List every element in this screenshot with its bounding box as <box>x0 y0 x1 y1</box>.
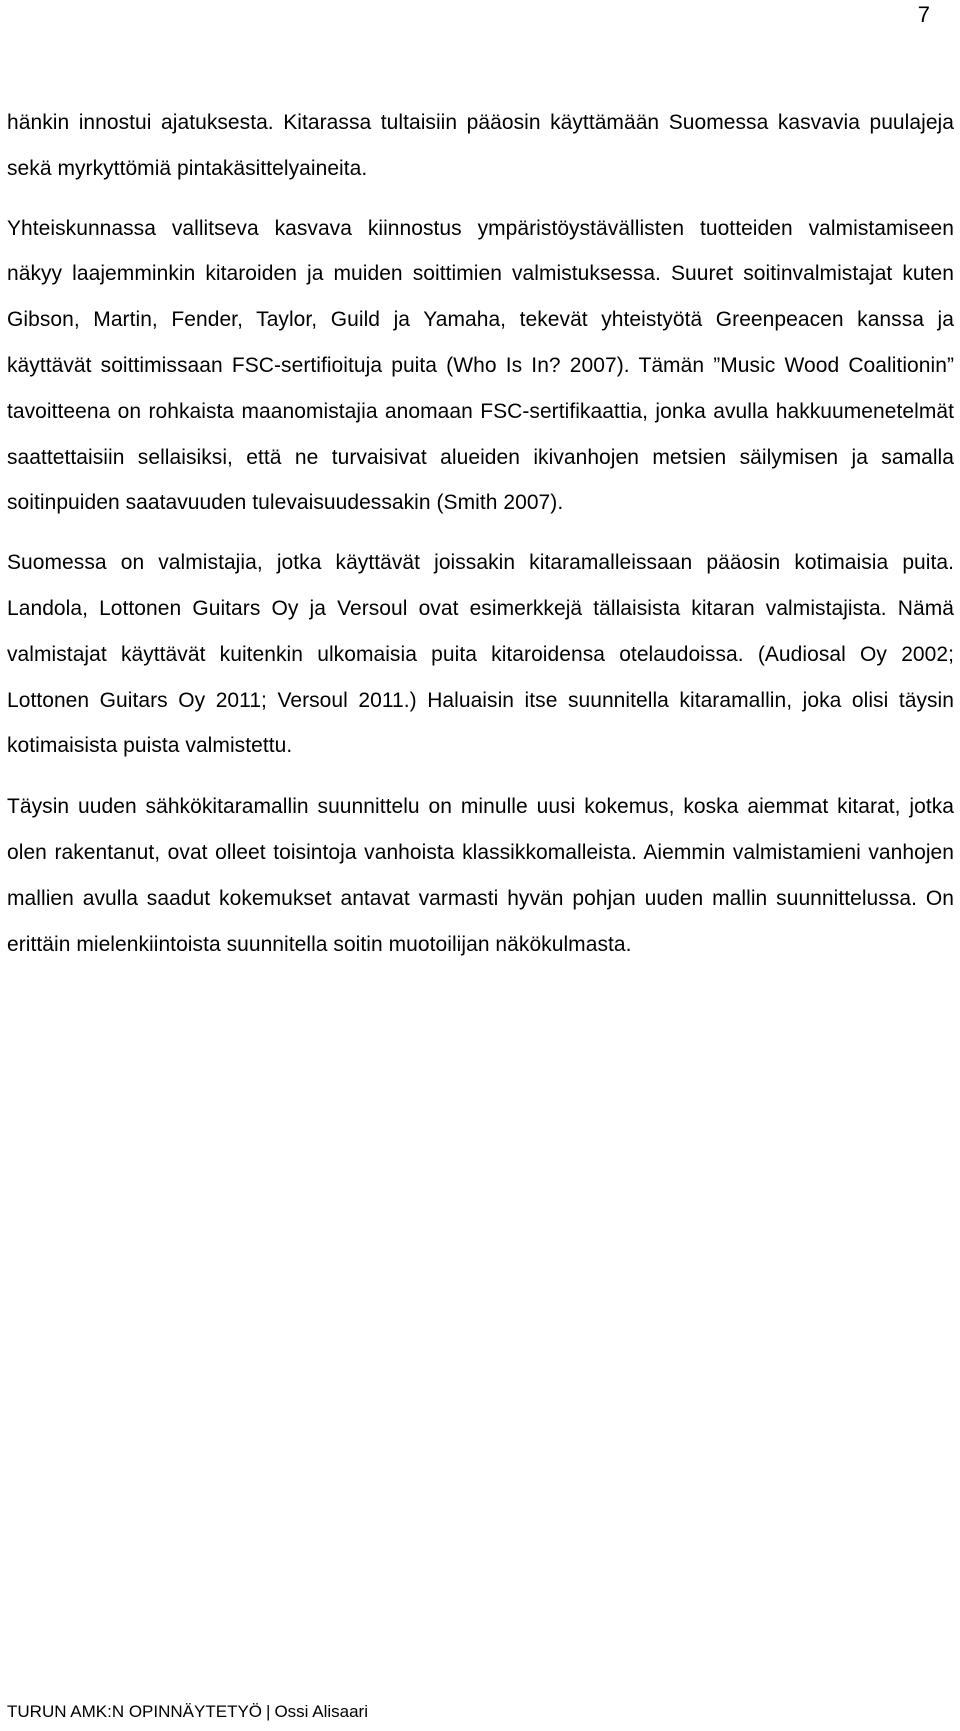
footer-institution: TURUN AMK:N OPINNÄYTETYÖ <box>7 1702 263 1721</box>
paragraph-2: Yhteiskunnassa vallitseva kasvava kiinnostus ympäristöystävällisten tuotteiden valmistamiseen näkyy laajemminkin kitaroiden ja muiden soittimien valmistuksessa. Suuret soitinvalmistajat kuten Gibson, Martin, Fender, Taylor, Guild ja Yamaha, tekevät yhteistyötä Greenpeacen kanssa ja käyttävät soittimissaan FSC-sertifioituja puita (Who Is In? 2007). Tämän ”Music Wood Coalitionin” tavoitteena on rohkaista maanomistajia anomaan FSC-sertifikaattia, jonka avulla hakkuumenetelmät saattettaisiin sellaisiksi, että ne turvaisivat alueiden ikivanhojen metsien säilymisen ja samalla soitinpuiden saatavuuden tulevaisuudessakin (Smith 2007). <box>7 216 954 515</box>
footer-author: Ossi Alisaari <box>274 1702 368 1721</box>
document-body <box>7 100 954 967</box>
page-number: 7 <box>917 2 930 27</box>
footer-separator: | <box>266 1702 271 1721</box>
paragraph-1: hänkin innostui ajatuksesta. Kitarassa tultaisiin pääosin käyttämään Suomessa kasvavia puulajeja sekä myrkyttömiä pintakäsittelyaineita. <box>7 111 954 180</box>
page-footer <box>7 1702 368 1722</box>
paragraph-3: Suomessa on valmistajia, jotka käyttävät joissakin kitaramalleissaan pääosin kotimaisia puita. Landola, Lottonen Guitars Oy ja Versoul ovat esimerkkejä tällaisista kitaran valmistajista. Nämä valmistajat käyttävät kuitenkin ulkomaisia puita kitaroidensa otelaudoissa. (Audiosal Oy 2002; Lottonen Guitars Oy 2011; Versoul 2011.) Haluaisin itse suunnitella kitaramallin, joka olisi täysin kotimaisista puista valmistettu. <box>7 551 954 758</box>
paragraph-4: Täysin uuden sähkökitaramallin suunnittelu on minulle uusi kokemus, koska aiemmat kitarat, jotka olen rakentanut, ovat olleet toisintoja vanhoista klassikkomalleista. Aiemmin valmistamieni vanhojen mallien avulla saadut kokemukset antavat varmasti hyvän pohjan uuden mallin suunnittelussa. On erittäin mielenkiintoista suunnitella soitin muotoilijan näkökulmasta. <box>7 795 954 956</box>
